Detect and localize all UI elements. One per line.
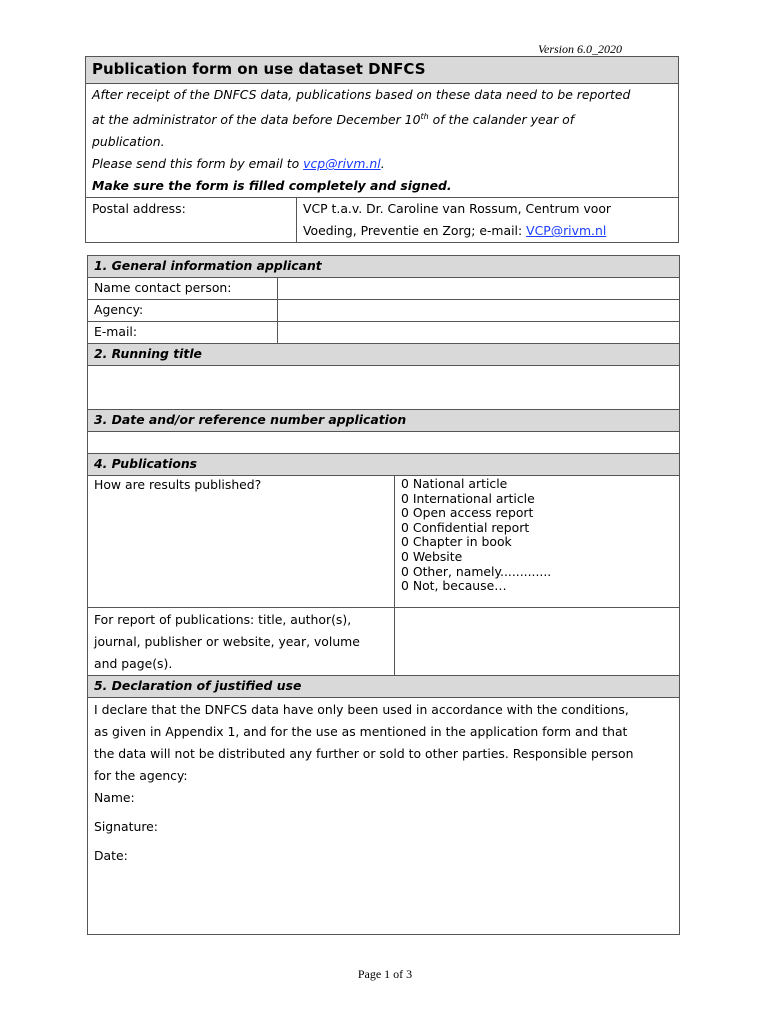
option-open-access[interactable]: 0 Open access report [401, 505, 534, 521]
intro-table [85, 56, 679, 243]
running-title-field[interactable] [88, 366, 680, 410]
option-chapter[interactable]: 0 Chapter in book [401, 534, 512, 550]
agency-field[interactable] [278, 300, 680, 322]
version-label: Version 6.0_2020 [538, 42, 622, 56]
section1-heading: 1. General information applicant [88, 256, 680, 278]
intro-line: at the administrator of the data before December 10th of the calander year of [92, 112, 575, 128]
declaration-line: I declare that the DNFCS data have only been used in accordance with the conditions, [94, 702, 629, 717]
section5-heading: 5. Declaration of justified use [88, 676, 680, 698]
declaration-line: the data will not be distributed any further or sold to other parties. Responsible person [94, 746, 634, 761]
option-international[interactable]: 0 International article [401, 490, 535, 506]
vcp-email-link[interactable]: VCP@rivm.nl [526, 223, 607, 239]
postal-label: Postal address: [86, 198, 297, 243]
reference-field[interactable] [88, 432, 680, 454]
name-contact-label: Name contact person: [88, 278, 278, 300]
option-website[interactable]: 0 Website [401, 548, 463, 564]
option-other[interactable]: 0 Other, namely............. [401, 563, 552, 579]
declaration-line: for the agency: [94, 768, 188, 783]
page-title: Publication form on use dataset DNFCS [86, 57, 679, 84]
email-field[interactable] [278, 322, 680, 344]
option-confidential[interactable]: 0 Confidential report [401, 519, 530, 535]
option-not[interactable]: 0 Not, because… [401, 578, 507, 594]
section4-heading: 4. Publications [88, 454, 680, 476]
declaration-line: as given in Appendix 1, and for the use as mentioned in the application form and that [94, 724, 628, 739]
intro-text [86, 84, 679, 198]
declaration-text [88, 698, 680, 935]
intro-line: Please send this form by email to vcp@rivm.nl. [92, 156, 385, 172]
intro-line: publication. [92, 134, 165, 150]
report-field[interactable] [395, 608, 680, 676]
page-number: Page 1 of 3 [357, 967, 413, 981]
report-label: For report of publications: title, author(s), journal, publisher or website, year, volume and page(s). [88, 608, 395, 676]
section2-heading: 2. Running title [88, 344, 680, 366]
intro-line: After receipt of the DNFCS data, publications based on these data need to be reported [92, 87, 631, 102]
email-link[interactable]: vcp@rivm.nl [303, 156, 381, 172]
signature-label: Signature: [94, 819, 158, 834]
declaration-name-label: Name: [94, 790, 135, 805]
date-label: Date: [94, 848, 128, 863]
publish-question: How are results published? [88, 476, 395, 608]
publish-options [395, 476, 680, 608]
email-label: E-mail: [88, 322, 278, 344]
name-contact-field[interactable] [278, 278, 680, 300]
agency-label: Agency: [88, 300, 278, 322]
postal-address: VCP t.a.v. Dr. Caroline van Rossum, Centrum voor Voeding, Preventie en Zorg; e-mail: VCP@rivm.nl [297, 198, 679, 243]
form-table [87, 255, 680, 935]
intro-note: Make sure the form is filled completely and signed. [92, 178, 452, 194]
option-national[interactable]: 0 National article [401, 476, 508, 491]
section3-heading: 3. Date and/or reference number application [88, 410, 680, 432]
